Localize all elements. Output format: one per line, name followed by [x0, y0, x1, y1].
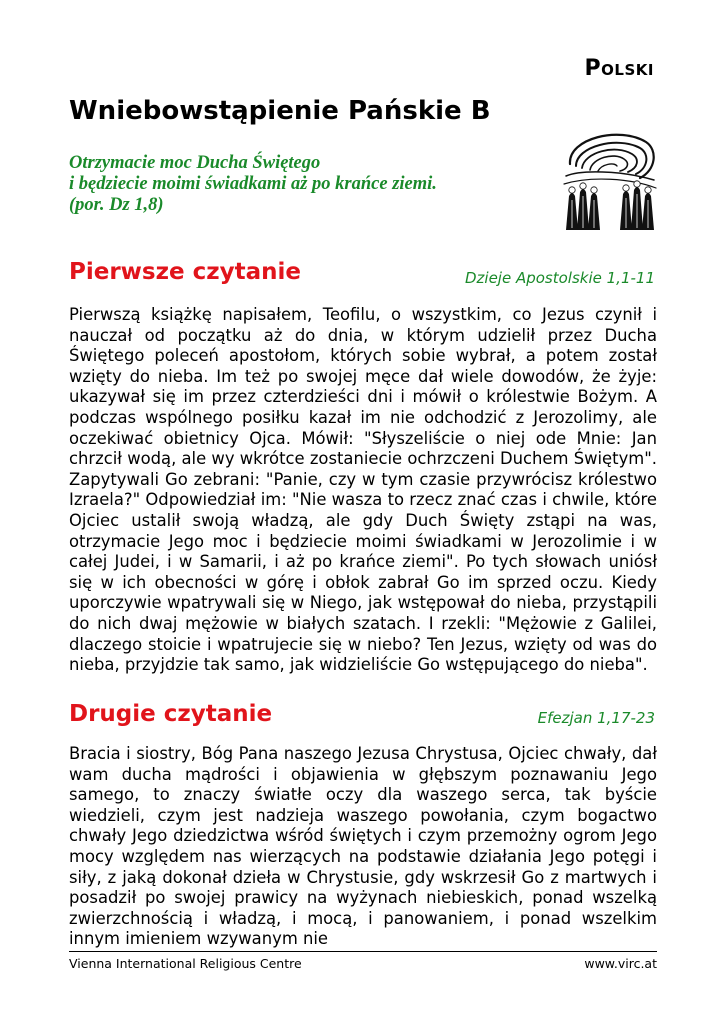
first-reading-text: Pierwszą książkę napisałem, Teofilu, o wszystkim, co Jezus czynił i nauczał od początku aż do dnia, w którym udzielił przez Ducha Świętego poleceń apostołom, których sobie wybrał, a potem został wzięty do nieba. Im też po swojej męce dał wiele dowodów, że żyje: ukazywał się im przez czterdzieści dni i mówił o królestwie Bożym. A podczas wspólnego posiłku kazał im nie odchodzić z Jerozolimy, ale oczekiwać obietnicy Ojca. Mówił: "Słyszeliście o niej ode Mnie: Jan chrzcił wodą, ale wy wkrótce zostaniecie ochrzczeni Duchem Świętym". Zapytywali Go zebrani: "Panie, czy w tym czasie przywrócisz królestwo Izraela?" Odpowiedział im: "Nie wasza to rzecz znać czas i chwile, które Ojciec ustalił swoją władzą, ale gdy Duch Święty zstąpi na was, otrzymacie Jego moc i będziecie moimi świadkami w Jerozolimie i w całej Judei, i w Samarii, i aż po krańce ziemi". Po tych słowach uniósł się w ich obecności w górę i obłok zabrał Go im sprzed oczu. Kiedy uporczywie wpatrywali się w Niego, jak wstępował do nieba, przystąpili do nich dwaj mężowie w białych szatach. I rzekli: "Mężowie z Galilei, dlaczego stoicie i wpatrujecie się w niebo? Ten Jezus, wzięty od was do nieba, przyjdzie tak samo, jak widzieliście Go wstępującego do nieba".	[69, 305, 657, 675]
first-reading-title: Pierwsze czytanie	[69, 259, 301, 285]
language-label: Polski	[584, 56, 654, 81]
ascension-drawing-icon	[560, 126, 660, 234]
first-reading-reference: Dzieje Apostolskie 1,1-11	[464, 269, 655, 287]
motto-reference: (por. Dz 1,8)	[69, 195, 164, 215]
motto-quote	[69, 153, 539, 216]
page-title: Wniebowstąpienie Pańskie B	[69, 96, 491, 126]
motto-line: i będziecie moimi świadkami aż po krańce ziemi.	[69, 174, 437, 194]
footer-website-link[interactable]: www.virc.at	[584, 956, 657, 971]
second-reading-title: Drugie czytanie	[69, 701, 273, 727]
footer-organization: Vienna International Religious Centre	[69, 956, 302, 971]
second-reading-text: Bracia i siostry, Bóg Pana naszego Jezusa Chrystusa, Ojciec chwały, dał wam ducha mądrości i objawienia w głębszym poznawaniu Jego samego, to znaczy światłe oczy dla waszego serca, tak byście wiedzieli, czym jest nadzieja waszego powołania, czym bogactwo chwały Jego dziedzictwa wśród świętych i czym przemożny ogrom Jego mocy względem nas wierzących na podstawie działania Jego potęgi i siły, z jaką dokonał dzieła w Chrystusie, gdy wskrzesił Go z martwych i posadził po swojej prawicy na wyżynach niebieskich, ponad wszelką zwierzchnością i władzą, i mocą, i panowaniem, i ponad wszelkim innym imieniem wzywanym nie	[69, 744, 657, 949]
motto-line: Otrzymacie moc Ducha Świętego	[69, 153, 321, 173]
footer-divider	[69, 951, 657, 952]
second-reading-reference: Efezjan 1,17-23	[537, 709, 655, 727]
